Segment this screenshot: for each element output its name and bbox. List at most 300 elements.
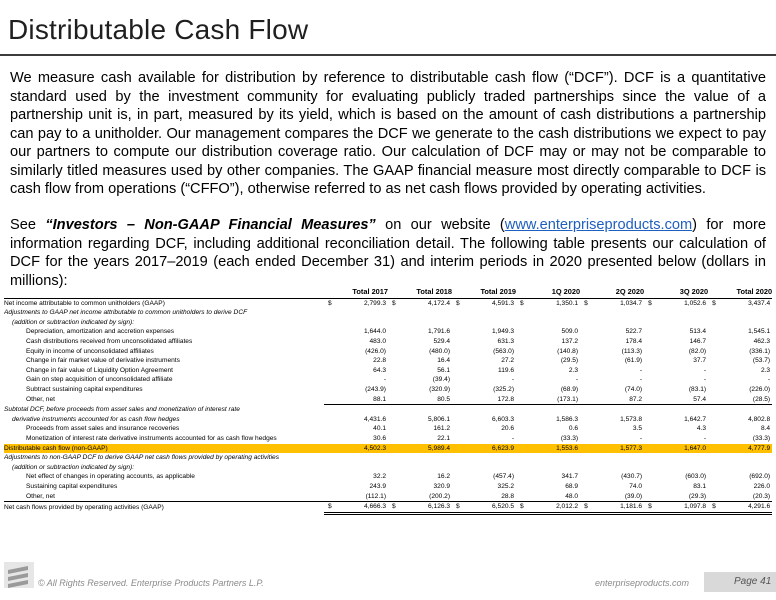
dollar-sign: $ [580,502,590,514]
dollar-sign [708,434,718,444]
dollar-sign [452,347,462,357]
dollar-sign [516,472,526,482]
row-label: Net income attributable to common unitholders (GAAP) [4,298,324,308]
cell-value: 243.9 [369,482,387,490]
row-label: Other, net [26,492,55,500]
website-link[interactable]: www.enterpriseproducts.com [504,217,693,233]
cell-value [526,405,580,415]
cell-value: - [703,366,707,374]
cell-value: 5,806.1 [428,415,451,423]
cell-value: - [383,376,387,384]
dollar-sign [580,453,590,463]
dollar-sign [708,395,718,405]
dollar-sign [644,434,654,444]
table-row [4,366,772,376]
cell-value [398,318,452,328]
dollar-sign [452,415,462,425]
cell-value: 1,577.3 [590,444,644,454]
dcf-table-body [4,298,772,513]
dollar-sign [644,356,654,366]
table-row [4,405,772,415]
dollar-sign [708,453,718,463]
dollar-sign [388,327,398,337]
cell-value: (336.1) [749,347,771,355]
cell-value [334,453,388,463]
dollar-sign [324,366,334,376]
cell-value: (29.5) [560,357,579,365]
cell-value: 178.4 [625,338,643,346]
dollar-sign [580,444,590,454]
cell-value [590,453,644,463]
table-row [4,453,772,463]
dollar-sign [644,327,654,337]
header-blank [4,287,324,298]
row-label: Net cash flows provided by operating activities (GAAP) [4,502,324,514]
cell-value: (74.0) [624,385,643,393]
cell-value: 57.4 [654,395,708,405]
cell-value [462,308,516,318]
dollar-sign [708,385,718,395]
cell-value: (200.2) [398,491,452,501]
table-row [4,463,772,473]
table-row [4,347,772,357]
cell-value: (39.4) [432,376,451,384]
col-2q-2020: 2Q 2020 [580,287,644,298]
dollar-sign [516,356,526,366]
col-total-2017: Total 2017 [324,287,388,298]
dollar-sign [708,318,718,328]
row-label: Subtotal DCF, before proceeds from asset sales and monetization of interest rate [4,405,240,413]
cell-value: (61.9) [624,357,643,365]
dollar-sign [388,385,398,395]
cell-value: 64.3 [373,366,387,374]
cell-value: - [639,376,643,384]
dollar-sign [516,444,526,454]
table-row [4,482,772,492]
cell-value: 30.6 [373,434,387,442]
dollar-sign: $ [452,298,462,308]
cell-value: (39.0) [590,491,644,501]
cell-value: 1,642.7 [684,415,707,423]
cell-value: 40.1 [373,425,387,433]
cell-value: 513.4 [689,328,707,336]
dollar-sign [580,463,590,473]
cell-value: 341.7 [561,473,579,481]
dollar-sign [580,395,590,405]
cell-value: (457.4) [493,473,515,481]
dollar-sign [644,415,654,425]
dollar-sign [708,405,718,415]
cell-value: 522.7 [625,328,643,336]
cell-value: 3.5 [632,425,643,433]
dollar-sign [452,356,462,366]
dollar-sign [388,463,398,473]
row-label: Net effect of changes in operating accounts, as applicable [26,473,195,481]
cell-value: 37.7 [693,357,707,365]
p2-lead: See [10,217,46,233]
table-row [4,502,772,514]
dollar-sign [452,424,462,434]
dollar-sign [452,434,462,444]
cell-value: (29.3) [654,491,708,501]
cell-value: 22.1 [437,434,451,442]
cell-value: - [703,434,707,442]
dollar-sign [388,472,398,482]
title-divider [0,54,776,56]
dollar-sign [580,472,590,482]
cell-value [526,308,580,318]
cell-value: 3,437.4 [718,298,772,308]
dollar-sign [580,318,590,328]
cell-value [654,463,708,473]
dollar-sign [516,395,526,405]
cell-value [462,463,516,473]
dollar-sign [580,415,590,425]
dollar-sign [516,415,526,425]
cell-value: 4.3 [696,425,707,433]
cell-value: 2,012.2 [526,502,580,514]
dollar-sign [452,472,462,482]
cell-value: 462.3 [753,338,771,346]
cell-value: (28.5) [718,395,772,405]
table-row [4,385,772,395]
cell-value: 4,777.9 [718,444,772,454]
dollar-sign [324,337,334,347]
dollar-sign [324,491,334,501]
dollar-sign [644,491,654,501]
dollar-sign [388,395,398,405]
reference-paragraph [10,216,766,290]
cell-value: 1,553.6 [526,444,580,454]
dollar-sign [324,444,334,454]
cell-value [334,405,388,415]
page-number-badge [704,572,776,592]
dollar-sign [516,434,526,444]
dollar-sign [708,308,718,318]
cell-value: (692.0) [749,473,771,481]
dollar-sign [388,405,398,415]
dollar-sign [388,308,398,318]
dcf-table [4,287,772,515]
dollar-sign [452,375,462,385]
cell-value: 88.1 [334,395,388,405]
cell-value: 172.8 [462,395,516,405]
dollar-sign [708,472,718,482]
cell-value [654,453,708,463]
row-label: Subtract sustaining capital expenditures [26,385,143,393]
cell-value: 32.2 [373,473,387,481]
dollar-sign: $ [644,298,654,308]
cell-value: - [639,366,643,374]
dollar-sign: $ [388,298,398,308]
dollar-sign [580,366,590,376]
cell-value [334,308,388,318]
dollar-sign [516,424,526,434]
cell-value: 16.4 [437,357,451,365]
dollar-sign [324,318,334,328]
dollar-sign [644,453,654,463]
row-label: Change in fair market value of derivative instruments [26,357,180,365]
cell-value: 8.4 [760,425,771,433]
table-row [4,356,772,366]
row-label: Change in fair value of Liquidity Option Agreement [26,366,173,374]
cell-value: 1,573.8 [620,415,643,423]
row-label: derivative instruments accounted for as cash flow hedges [12,415,180,423]
row-label: Other, net [26,395,55,403]
cell-value: (426.0) [365,347,387,355]
dollar-sign [388,366,398,376]
cell-value: (325.2) [493,385,515,393]
dollar-sign [516,463,526,473]
dollar-sign [708,356,718,366]
dollar-sign: $ [324,502,334,514]
dollar-sign [324,453,334,463]
table-row [4,337,772,347]
dollar-sign [388,347,398,357]
cell-value [590,308,644,318]
cell-value: 48.0 [526,491,580,501]
dollar-sign [644,385,654,395]
cell-value: 1,545.1 [748,328,771,336]
cell-value: 1,644.0 [364,328,387,336]
cell-value: 137.2 [561,338,579,346]
cell-value: 6,520.5 [462,502,516,514]
row-label: (addition or subtraction indicated by sign): [12,318,135,326]
cell-value: (430.7) [621,473,643,481]
cell-value [590,405,644,415]
cell-value [654,318,708,328]
dollar-sign [644,318,654,328]
dollar-sign [644,375,654,385]
cell-value: 27.2 [501,357,515,365]
dollar-sign [516,308,526,318]
cell-value: 1,791.6 [428,328,451,336]
p2-tail: ) for more information regarding DCF, including additional reconciliation detail. The following table presents our calculation of DCF for the years 2017–2019 (each ended December 31) and interim periods in 2020 presented below (dollars in millions): [10,217,766,289]
cell-value: 1,586.3 [556,415,579,423]
dollar-sign [708,482,718,492]
row-label: Proceeds from asset sales and insurance recoveries [26,425,180,433]
dollar-sign [644,405,654,415]
dollar-sign [516,366,526,376]
cell-value: 320.9 [433,482,451,490]
dollar-sign [388,337,398,347]
dollar-sign [388,318,398,328]
dollar-sign [580,375,590,385]
dollar-sign [516,337,526,347]
dollar-sign [580,347,590,357]
cell-value: (140.8) [557,347,579,355]
dollar-sign [388,482,398,492]
col-total-2019: Total 2019 [452,287,516,298]
cell-value: 509.0 [561,328,579,336]
dollar-sign [644,347,654,357]
dollar-sign [324,375,334,385]
dollar-sign [452,491,462,501]
dollar-sign [388,434,398,444]
dollar-sign [708,444,718,454]
table-row [4,375,772,385]
dollar-sign [708,347,718,357]
row-label: Adjustments to non-GAAP DCF to derive GAAP net cash flows provided by operating activities [4,454,279,462]
cell-value: (33.3) [560,434,579,442]
dollar-sign [580,491,590,501]
cell-value [334,318,388,328]
cell-value: 119.6 [498,366,515,374]
cell-value: (33.3) [752,434,771,442]
table-row [4,424,772,434]
dollar-sign: $ [708,298,718,308]
dollar-sign [324,308,334,318]
dollar-sign: $ [324,298,334,308]
dollar-sign [644,308,654,318]
cell-value [398,453,452,463]
cell-value: 87.2 [590,395,644,405]
dollar-sign [580,337,590,347]
cell-value [462,405,516,415]
cell-value [654,308,708,318]
dollar-sign: $ [388,502,398,514]
cell-value: (563.0) [493,347,515,355]
cell-value: 4,666.3 [334,502,388,514]
cell-value: 2,799.3 [334,298,388,308]
table-row [4,491,772,501]
cell-value: 56.1 [437,366,451,374]
table-row [4,318,772,328]
dollar-sign [324,424,334,434]
dollar-sign [324,395,334,405]
cell-value: (112.1) [334,491,388,501]
dollar-sign [580,308,590,318]
dollar-sign [644,472,654,482]
dollar-sign [452,482,462,492]
dollar-sign [452,327,462,337]
cell-value: 4,431.6 [364,415,387,423]
cell-value [398,308,452,318]
dollar-sign [580,434,590,444]
row-label: Sustaining capital expenditures [26,482,118,490]
table-row [4,434,772,444]
dollar-sign [580,385,590,395]
cell-value [718,453,772,463]
dollar-sign [644,444,654,454]
row-label: Distributable cash flow (non-GAAP) [4,444,324,454]
cell-value: 1,949.3 [492,328,515,336]
cell-value: 1,034.7 [590,298,644,308]
cell-value: 1,052.6 [654,298,708,308]
cell-value: (603.0) [685,473,707,481]
dollar-sign [324,415,334,425]
cell-value: 2.3 [760,366,771,374]
row-label: Equity in income of unconsolidated affiliates [26,347,154,355]
dollar-sign [452,405,462,415]
cell-value: 0.6 [568,425,579,433]
cell-value: 6,603.3 [492,415,515,423]
dollar-sign [452,318,462,328]
cell-value: - [575,376,579,384]
cell-value [462,318,516,328]
cell-value: (82.0) [688,347,707,355]
footer-copyright: © All Rights Reserved. Enterprise Products Partners L.P. [38,578,264,588]
dollar-sign [452,453,462,463]
cell-value [590,318,644,328]
col-3q-2020: 3Q 2020 [644,287,708,298]
row-label: Gain on step acquisition of unconsolidated affiliate [26,376,173,384]
page-title: Distributable Cash Flow [8,14,309,45]
cell-value [334,463,388,473]
cell-value: 1,097.8 [654,502,708,514]
dollar-sign [580,482,590,492]
enterprise-logo-icon [4,562,34,588]
dollar-sign: $ [516,502,526,514]
intro-paragraph: We measure cash available for distribution by reference to distributable cash flow (“DCF”). DCF is a quantitative standard used by the investment community for evaluating publicly traded partnerships since the value of a partnership unit is, in part, measured by its yield, which is based on the amount of cash distributions a partnership can pay to a unitholder. Our management compares the DCF we generate to the cash distributions we expect to pay our partners to compute our distribution coverage ratio. Our calculation of DCF may or may not be comparable to similarly titled measures used by other companies. The GAAP financial measure most directly comparable to DCF is cash flow from operations (“CFFO”), otherwise referred to as net cash flows provided by operating activities. [10,70,766,197]
cell-value: 6,126.3 [398,502,452,514]
cell-value: 74.0 [629,482,643,490]
cell-value: 226.0 [753,482,771,490]
dollar-sign [388,444,398,454]
dollar-sign [452,395,462,405]
dollar-sign [580,405,590,415]
row-label: Depreciation, amortization and accretion expenses [26,328,175,336]
dollar-sign [452,366,462,376]
table-row [4,472,772,482]
dollar-sign [452,308,462,318]
cell-value [526,318,580,328]
table-row [4,298,772,308]
cell-value: 4,291.6 [718,502,772,514]
cell-value: (68.9) [560,385,579,393]
dollar-sign [324,434,334,444]
dollar-sign [452,385,462,395]
dollar-sign: $ [580,298,590,308]
col-1q-2020: 1Q 2020 [516,287,580,298]
dollar-sign [708,327,718,337]
dollar-sign [324,463,334,473]
dollar-sign [644,424,654,434]
dollar-sign [516,327,526,337]
dollar-sign [324,472,334,482]
cell-value: - [767,376,771,384]
cell-value [526,463,580,473]
cell-value: (243.9) [365,385,387,393]
dollar-sign: $ [644,502,654,514]
cell-value: 146.7 [689,338,707,346]
row-label: Cash distributions received from unconsolidated affiliates [26,338,193,346]
dollar-sign [452,444,462,454]
dollar-sign [644,395,654,405]
dollar-sign [644,337,654,347]
dollar-sign [388,424,398,434]
cell-value: (113.3) [621,347,643,355]
cell-value: - [639,434,643,442]
table-row [4,444,772,454]
dollar-sign [580,327,590,337]
cell-value: 68.9 [565,482,579,490]
cell-value: 80.5 [398,395,452,405]
footer-website: enterpriseproducts.com [595,578,690,588]
dollar-sign [516,318,526,328]
cell-value: - [511,434,515,442]
table-header-row [4,287,772,298]
cell-value: (53.7) [752,357,771,365]
dollar-sign [708,375,718,385]
cell-value: 529.4 [433,338,451,346]
cell-value [654,405,708,415]
cell-value: (20.3) [718,491,772,501]
table-row [4,395,772,405]
dollar-sign [324,356,334,366]
cell-value: 161.2 [433,425,451,433]
cell-value [718,308,772,318]
